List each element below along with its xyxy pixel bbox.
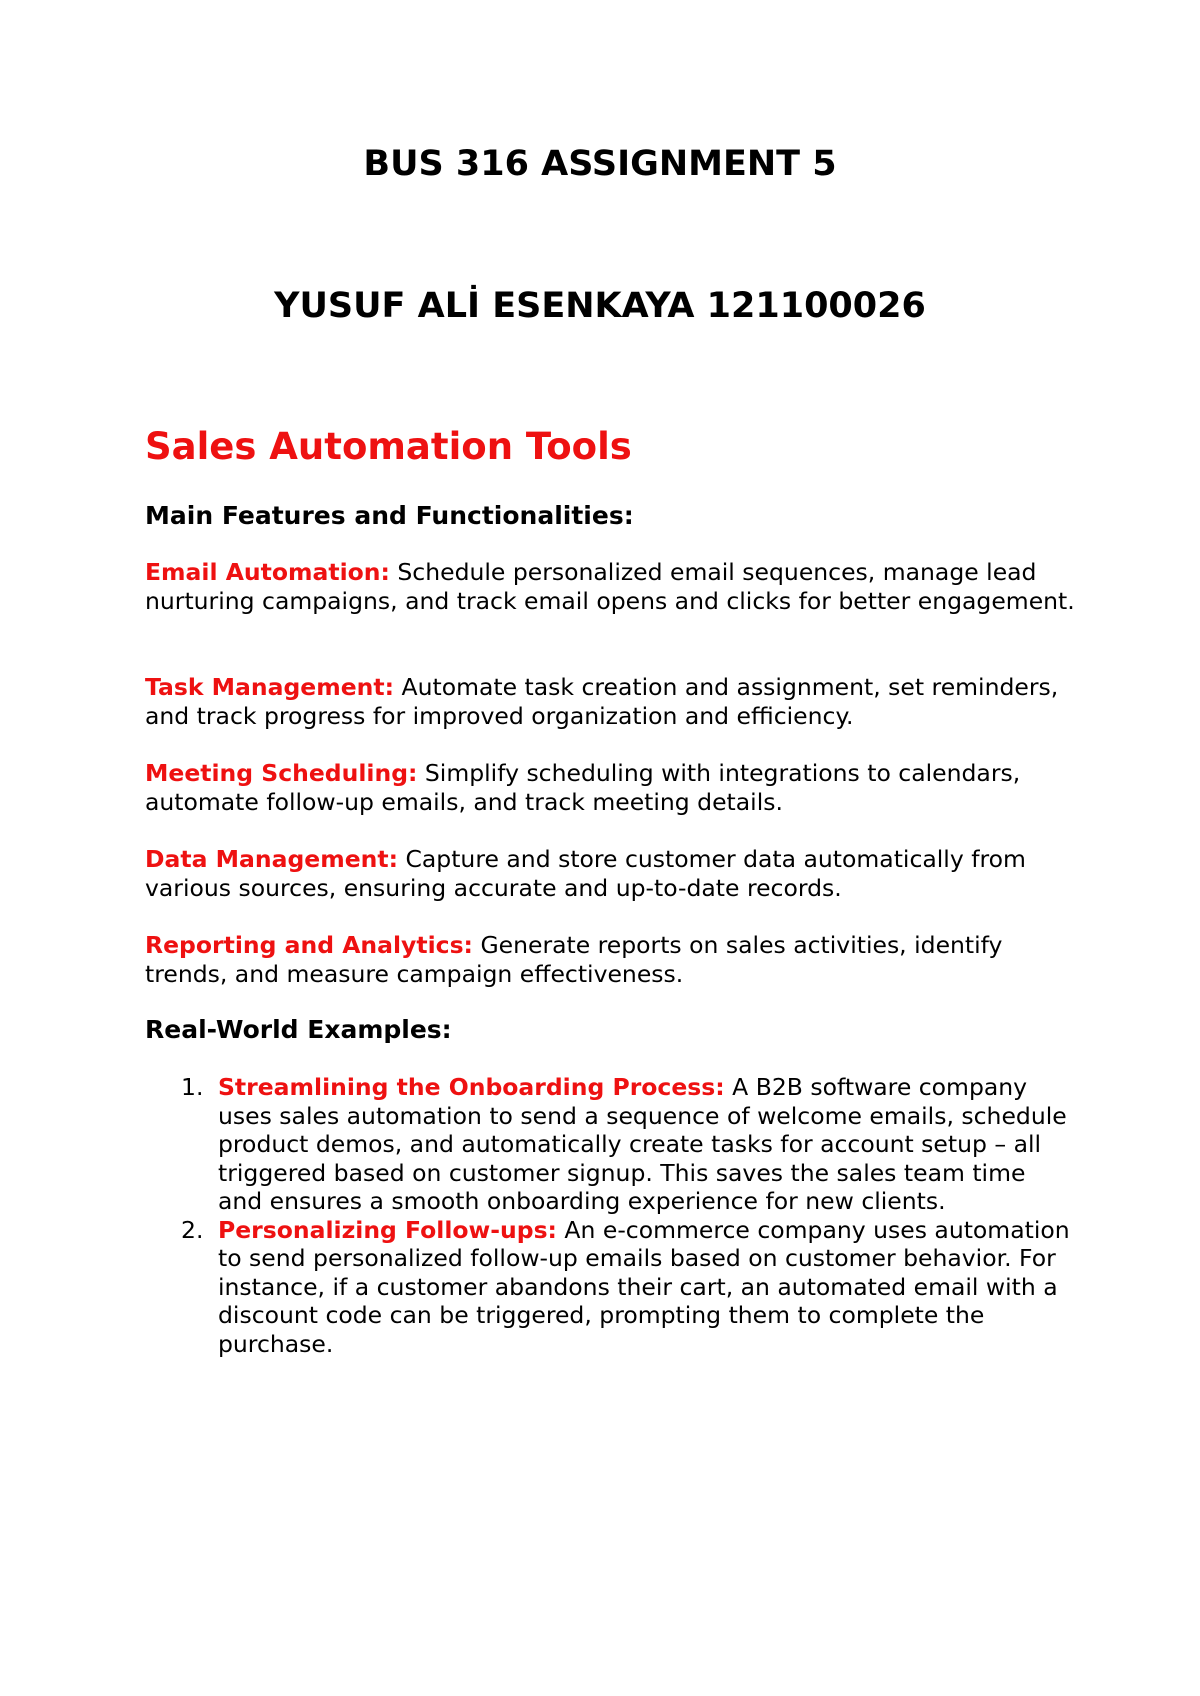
- feature-text: Capture and store customer data automatically from various sources, ensuring accurate and up-to-date records.: [145, 845, 1026, 902]
- feature-text: Simplify scheduling with integrations to calendars, automate follow-up emails, and track meeting details.: [145, 759, 1021, 816]
- feature-label: Reporting and Analytics:: [145, 931, 473, 959]
- examples-list: [145, 1073, 1075, 1358]
- example-text: An e-commerce company uses automation to send personalized follow-up emails based on customer behavior. For instance, if a customer abandons their cart, an automated email with a discount code can be triggered, prompting them to complete the purchase.: [218, 1215, 1070, 1358]
- example-label: Streamlining the Onboarding Process:: [218, 1073, 725, 1101]
- author-line: YUSUF ALİ ESENKAYA 121100026: [274, 286, 926, 326]
- feature-text: Schedule personalized email sequences, manage lead nurturing campaigns, and track email opens and clicks for better engagement.: [145, 558, 1075, 615]
- feature-paragraph-meeting-scheduling: [145, 759, 1075, 816]
- feature-label: Email Automation:: [145, 558, 390, 586]
- example-label: Personalizing Follow-ups:: [218, 1215, 557, 1244]
- feature-paragraph-task-management: [145, 673, 1075, 730]
- feature-text: Automate task creation and assignment, set reminders, and track progress for improved organization and efficiency.: [145, 673, 1059, 730]
- list-number: 2.: [181, 1215, 204, 1244]
- feature-label: Task Management:: [145, 673, 395, 701]
- feature-paragraph-email-automation: [145, 558, 1075, 615]
- section-title: Sales Automation Tools: [145, 425, 632, 468]
- feature-label: Meeting Scheduling:: [145, 759, 418, 787]
- feature-text: Generate reports on sales activities, identify trends, and measure campaign effectiveness.: [145, 931, 1003, 988]
- document-title: BUS 316 ASSIGNMENT 5: [363, 144, 837, 184]
- features-heading: Main Features and Functionalities:: [145, 501, 634, 530]
- feature-label: Data Management:: [145, 845, 399, 873]
- list-item: [145, 1073, 1075, 1216]
- examples-heading: Real-World Examples:: [145, 1015, 452, 1044]
- list-number: 1.: [181, 1073, 204, 1101]
- feature-paragraph-reporting-analytics: [145, 931, 1075, 988]
- feature-paragraph-data-management: [145, 845, 1075, 902]
- list-item: [145, 1216, 1075, 1359]
- example-text: A B2B software company uses sales automation to send a sequence of welcome emails, schedule product demos, and automatically create tasks for account setup – all triggered based on customer signup. This saves the sales team time and ensures a smooth onboarding experience for new clients.: [218, 1073, 1067, 1215]
